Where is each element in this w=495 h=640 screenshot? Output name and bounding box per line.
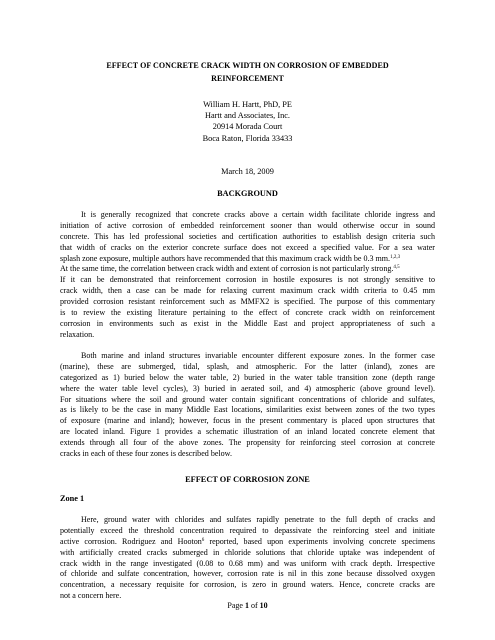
author-name: William H. Hartt, PhD, PE: [203, 100, 292, 109]
reference-superscript: 6: [201, 537, 205, 543]
paragraph-line: crack width in the range investigated (0.08 to 0.68 mm) and was uniform with crack depth. Irrespective: [60, 558, 435, 568]
paragraph-line: concentration, a necessary requisite for corrosion, is zero in ground waters. Hence, concrete cracks are: [60, 580, 435, 590]
paragraph-2: [60, 351, 435, 460]
footer-middle: of: [248, 601, 260, 610]
paragraph-line: categorized as 1) buried below the water table, 2) buried in the water table transition zone (depth range: [60, 372, 435, 382]
paragraph-1: [60, 210, 435, 341]
paragraph-line: not a concern here.: [60, 591, 122, 601]
reference-superscript: 4,5: [393, 265, 400, 271]
paragraph-line: relaxation.: [60, 329, 95, 339]
heading-background: BACKGROUND: [217, 189, 278, 198]
paragraph-line: extends through all four of the above zones. The propensity for reinforcing steel corrosion at concrete: [60, 438, 435, 448]
paragraph-line: cracks in each of these four zones is described below.: [60, 449, 232, 459]
paragraph-line: as is likely to be the case in many Middle East locations, similarities exist between zones of the two types: [60, 405, 435, 415]
paragraph-line: are located inland. Figure 1 provides a schematic illustration of an inland located concrete element that: [60, 427, 435, 437]
paragraph-line: [60, 264, 435, 275]
author-company: Hartt and Associates, Inc.: [204, 111, 291, 121]
paragraph-line: concrete. This has led professional societies and certification authorities to establish design criteria such: [60, 231, 435, 241]
line-text: At the same time, the correlation between crack width and extent of corrosion is not particularly strong.: [60, 264, 394, 274]
paragraph-3: [60, 515, 435, 602]
document-title: [60, 59, 435, 85]
heading-zone-1: Zone 1: [60, 494, 85, 503]
line-text: reported, based upon experiments involving concrete specimens: [204, 536, 435, 546]
heading-effect-of-corrosion-zone: EFFECT OF CORROSION ZONE: [185, 475, 310, 484]
paragraph-line: [60, 537, 435, 548]
document-date: March 18, 2009: [221, 167, 274, 176]
paragraph-line: crack width, then a case can be made for relaxing current maximum crack width criteria to 0.45 mm: [60, 286, 435, 296]
paragraph-line: Here, ground water with chlorides and sulfates rapidly penetrate to the full depth of cracks and: [81, 515, 435, 524]
paragraph-line: Both marine and inland structures invariable encounter different exposure zones. In the former case: [81, 351, 435, 360]
line-text: active corrosion. Rodriguez and Hooton: [60, 536, 202, 546]
paragraph-line: initiation of active corrosion of embedded reinforcement sooner than would otherwise occur in sound: [60, 220, 435, 230]
title-line-1: EFFECT OF CONCRETE CRACK WIDTH ON CORROSION OF EMBEDDED: [106, 61, 389, 70]
paragraph-line: For situations where the soil and ground water contain significant concentrations of chloride and sulfates,: [60, 394, 435, 404]
author-block: [60, 99, 435, 144]
paragraph-line: is to review the existing literature pertaining to the effect of concrete crack width on reinforcement: [60, 308, 435, 318]
page-footer: [60, 601, 435, 611]
line-text: splash zone exposure, multiple authors have recommended that this maximum crack width be 0.3 mm.: [60, 253, 391, 263]
paragraph-line: (marine), these are submerged, tidal, splash, and atmospheric. For the latter (inland), zones are: [60, 361, 435, 371]
page-total: 10: [259, 601, 268, 610]
paragraph-line: of chloride and sulfate concentration, however, corrosion rate is nil in this zone because dissolved oxygen: [60, 569, 435, 579]
paragraph-line: where the water table level cycles), 3) buried in aerated soil, and 4) atmospheric (above ground level).: [60, 383, 435, 393]
author-street: 20914 Morada Court: [212, 122, 283, 132]
paragraph-line: [60, 254, 435, 265]
paragraph-line: with artificially created cracks submerged in chloride solutions that chloride uptake was independent of: [60, 547, 435, 557]
paragraph-line: potentially exceed the threshold concentration required to depassivate the reinforcing steel and initiate: [60, 525, 435, 535]
paragraph-line: corrosion in environments such as exist in the Middle East and project appropriateness of such a: [60, 318, 435, 328]
paragraph-line: of exposure (marine and inland); however, focus in the present commentary is placed upon structures that: [60, 416, 435, 426]
title-line-2: REINFORCEMENT: [211, 74, 284, 83]
reference-superscript: 1,2,3: [390, 254, 401, 260]
paragraph-line: If it can be demonstrated that reinforcement corrosion in hostile exposures is not strongly sensitive to: [60, 275, 435, 285]
footer-prefix: Page: [227, 601, 245, 610]
page-number: 1: [244, 601, 249, 610]
author-city: Boca Raton, Florida 33433: [202, 133, 293, 143]
paragraph-line: provided corrosion resistant reinforcement such as MMFX2 is specified. The purpose of this commentary: [60, 297, 435, 307]
paragraph-line: It is generally recognized that concrete cracks above a certain width facilitate chloride ingress and: [81, 210, 435, 219]
paragraph-line: that width of cracks on the exterior concrete surface does not exceed a specified value. For a sea water: [60, 242, 435, 252]
